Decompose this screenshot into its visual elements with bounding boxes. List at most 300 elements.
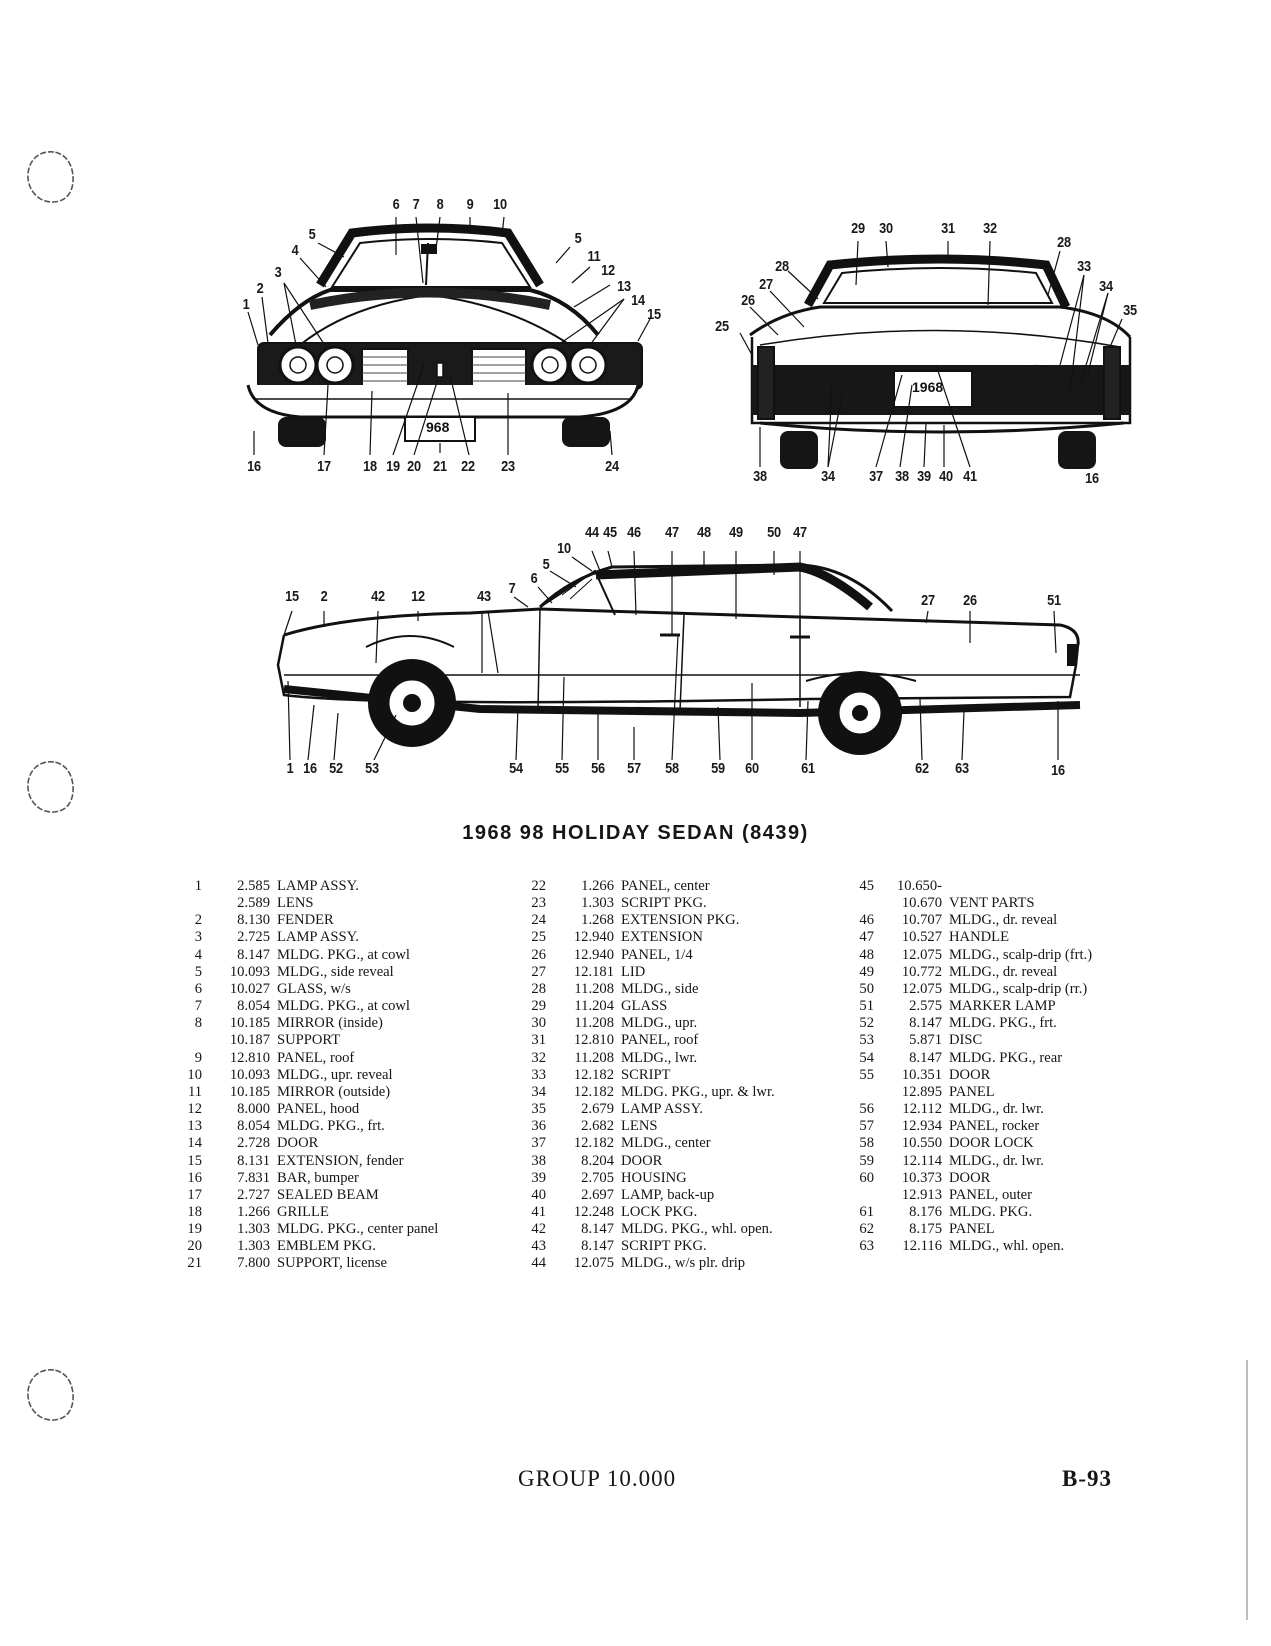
front-callout: 5 [574,230,582,247]
part-callout-number: 4 [194,946,202,963]
part-description: VENT PARTS [949,895,1035,912]
part-description: MLDG., center [621,1135,711,1152]
part-callout-number: 52 [859,1015,874,1032]
part-row [840,1187,1092,1204]
part-callout-number: 55 [859,1066,874,1083]
part-group-code: 12.182 [573,1083,614,1100]
part-group-code: 2.725 [237,929,270,946]
side-callout: 7 [508,580,516,597]
front-callout: 13 [617,278,631,295]
part-description: MLDG., dr. lwr. [949,1152,1044,1169]
rear-callout: 34 [1099,278,1113,295]
part-row [512,981,775,998]
rear-callout: 37 [869,468,883,485]
part-callout-number: 46 [859,912,874,929]
part-row [168,1084,438,1101]
parts-list-column-1 [168,878,438,1273]
part-callout-number: 48 [859,946,874,963]
front-callout: 18 [363,458,377,475]
side-callout: 2 [320,588,328,605]
part-description: MLDG., dr. reveal [949,912,1058,929]
part-description: PANEL [949,1083,995,1100]
side-callout: 12 [411,588,425,605]
part-row [512,1015,775,1032]
part-group-code: 8.176 [909,1203,942,1220]
part-group-code: 2.679 [581,1101,614,1118]
part-group-code: 2.705 [581,1169,614,1186]
part-row [512,998,775,1015]
part-description: MLDG. PKG., frt. [949,1015,1057,1032]
part-description: GLASS, w/s [277,980,351,997]
part-description: GRILLE [277,1203,329,1220]
side-callout: 63 [955,760,969,777]
part-row [512,1221,775,1238]
part-group-code: 12.075 [901,980,942,997]
part-group-code: 5.871 [909,1032,942,1049]
part-callout-number: 26 [531,946,546,963]
side-callout: 58 [665,760,679,777]
side-callout: 15 [285,588,299,605]
part-callout-number: 6 [194,980,202,997]
rear-callout: 38 [895,468,909,485]
part-callout-number: 47 [859,929,874,946]
part-group-code: 12.116 [902,1238,942,1255]
part-group-code: 8.147 [581,1221,614,1238]
part-description: DOOR [621,1152,663,1169]
part-callout-number [840,895,886,912]
part-row [512,912,775,929]
part-row [840,912,1092,929]
part-callout-number: 58 [859,1135,874,1152]
part-callout-number: 9 [194,1049,202,1066]
side-callout: 16 [303,760,317,777]
part-description: MARKER LAMP [949,998,1056,1015]
front-callout: 9 [466,196,474,213]
part-group-code: 8.130 [237,912,270,929]
part-description: LENS [277,895,314,912]
part-group-code: 12.075 [573,1255,614,1272]
part-callout-number: 39 [531,1169,546,1186]
part-group-code: 10.185 [229,1083,270,1100]
part-row [840,1101,1092,1118]
rear-license-plate-text: 1968 [912,379,944,395]
part-description: MIRROR (outside) [277,1083,391,1100]
part-group-code: 10.093 [229,963,270,980]
front-callout: 16 [247,458,261,475]
part-callout-number: 28 [531,980,546,997]
part-callout-number: 44 [531,1255,546,1272]
front-callout: 2 [256,280,264,297]
part-group-code: 1.303 [581,895,614,912]
part-row [840,878,1092,895]
part-row [512,1238,775,1255]
part-row [168,1032,438,1049]
part-row [168,1170,438,1187]
part-callout-number: 33 [531,1066,546,1083]
part-group-code: 8.054 [237,1118,270,1135]
part-row [168,1067,438,1084]
part-row [840,929,1092,946]
rear-callout: 27 [759,276,773,293]
part-row [168,1187,438,1204]
part-row [840,1084,1092,1101]
part-description: MLDG. PKG., rear [949,1049,1063,1066]
part-group-code: 8.147 [909,1049,942,1066]
rear-callout: 34 [821,468,835,485]
part-group-code: 1.268 [581,912,614,929]
side-callout: 51 [1047,592,1061,609]
part-description: LENS [621,1118,658,1135]
part-group-code: 7.800 [237,1255,270,1272]
parts-list-column-3 [840,878,1092,1255]
part-description: MLDG., upr. [621,1015,698,1032]
part-description: LAMP ASSY. [277,929,359,946]
part-description: MLDG., dr. reveal [949,963,1058,980]
part-description: MLDG., upr. reveal [277,1066,393,1083]
part-callout-number: 24 [531,912,546,929]
front-callout: 14 [631,292,645,309]
part-callout-number: 31 [531,1032,546,1049]
part-callout-number: 40 [531,1186,546,1203]
part-callout-number [168,1032,214,1049]
part-group-code: 11.208 [574,980,614,997]
part-description: PANEL, rocker [949,1118,1040,1135]
rear-callout: 35 [1123,302,1137,319]
part-row [168,981,438,998]
part-callout-number: 22 [531,878,546,894]
part-description: DOOR [277,1135,319,1152]
part-row [512,1170,775,1187]
part-description: SCRIPT PKG. [621,1238,707,1255]
front-callout: 24 [605,458,619,475]
part-callout-number: 20 [187,1238,202,1255]
part-callout-number [840,1084,886,1101]
part-row [512,947,775,964]
rear-callout: 31 [941,220,955,237]
part-callout-number: 62 [859,1221,874,1238]
part-group-code: 10.027 [229,980,270,997]
part-description: SCRIPT [621,1066,671,1083]
side-callout: 1 [286,760,294,777]
part-callout-number: 13 [187,1118,202,1135]
part-row [512,1067,775,1084]
side-callout: 47 [793,524,807,541]
part-group-code: 8.175 [909,1221,942,1238]
part-description: MLDG. PKG. [949,1203,1033,1220]
part-row [168,1135,438,1152]
part-group-code: 12.182 [573,1135,614,1152]
part-description: EMBLEM PKG. [277,1238,376,1255]
part-description: MLDG., scalp-drip (frt.) [949,946,1093,963]
part-description: LAMP, back-up [621,1186,715,1203]
part-description: MLDG. PKG., at cowl [277,946,410,963]
part-row [840,1170,1092,1187]
part-callout-number: 53 [859,1032,874,1049]
part-group-code: 8.147 [909,1015,942,1032]
part-row [168,947,438,964]
side-callout: 42 [371,588,385,605]
part-row [512,1135,775,1152]
part-group-code: 12.112 [902,1101,942,1118]
car-drawings [240,195,1150,825]
part-callout-number: 49 [859,963,874,980]
part-description: MLDG., side [621,980,699,997]
part-description: LID [621,963,646,980]
punch-hole-bottom [24,1366,76,1424]
part-callout-number: 12 [187,1101,202,1118]
side-callout: 26 [963,592,977,609]
part-row [168,895,438,912]
part-description: MLDG., w/s plr. drip [621,1255,746,1272]
part-group-code: 12.895 [901,1083,942,1100]
part-row [840,998,1092,1015]
part-callout-number: 27 [531,963,546,980]
part-row [840,1118,1092,1135]
side-callout: 56 [591,760,605,777]
part-callout-number: 2 [194,912,202,929]
part-group-code: 7.831 [237,1169,270,1186]
part-description: MLDG., whl. open. [949,1238,1065,1255]
part-description: PANEL, hood [277,1101,360,1118]
part-callout-number: 14 [187,1135,202,1152]
part-row [512,1118,775,1135]
part-group-code: 10.772 [901,963,942,980]
front-callout: 1 [242,296,250,313]
part-row [512,1032,775,1049]
part-group-code: 10.351 [901,1066,942,1083]
part-description: HANDLE [949,929,1009,946]
part-description: PANEL, roof [277,1049,355,1066]
part-row [840,1238,1092,1255]
part-callout-number: 38 [531,1152,546,1169]
side-callout: 5 [542,556,550,573]
part-row [840,1050,1092,1067]
part-row [512,1204,775,1221]
part-group-code: 2.728 [237,1135,270,1152]
part-group-code: 1.266 [581,878,614,894]
front-callout: 10 [493,196,507,213]
part-description: SUPPORT [277,1032,341,1049]
rear-callout: 30 [879,220,893,237]
side-callout: 57 [627,760,641,777]
part-callout-number: 43 [531,1238,546,1255]
part-group-code: 2.575 [909,998,942,1015]
side-callout: 47 [665,524,679,541]
front-callout: 22 [461,458,475,475]
car-illustration [240,195,1150,825]
front-callout: 12 [601,262,615,279]
part-row [512,895,775,912]
part-group-code: 2.589 [237,895,270,912]
part-group-code: 1.303 [237,1238,270,1255]
part-callout-number: 21 [187,1255,202,1272]
part-group-code: 12.114 [902,1152,942,1169]
part-callout-number: 29 [531,998,546,1015]
part-row [168,1204,438,1221]
side-callout: 10 [557,540,571,557]
part-group-code: 12.913 [901,1186,942,1203]
part-description: BAR, bumper [277,1169,359,1186]
part-callout-number: 30 [531,1015,546,1032]
part-group-code: 12.810 [573,1032,614,1049]
side-callout: 16 [1051,762,1065,779]
part-callout-number: 34 [531,1083,546,1100]
side-callout: 53 [365,760,379,777]
side-callout: 27 [921,592,935,609]
rear-callout: 32 [983,220,997,237]
part-description: EXTENSION [621,929,703,946]
part-callout-number: 8 [194,1015,202,1032]
part-description: MLDG., side reveal [277,963,394,980]
side-callout: 6 [530,570,538,587]
part-description: PANEL, 1/4 [621,946,693,963]
part-group-code: 2.727 [237,1186,270,1203]
rear-callout: 28 [775,258,789,275]
part-callout-number [840,1187,886,1204]
part-group-code: 10.187 [229,1032,270,1049]
part-group-code: 2.682 [581,1118,614,1135]
part-row [840,1015,1092,1032]
rear-callout: 16 [1085,470,1099,487]
part-callout-number: 19 [187,1221,202,1238]
part-row [840,1204,1092,1221]
part-row [512,929,775,946]
side-callout: 61 [801,760,815,777]
side-callout: 54 [509,760,523,777]
part-callout-number: 23 [531,895,546,912]
part-group-code: 8.000 [237,1101,270,1118]
part-description: SUPPORT, license [277,1255,387,1272]
part-group-code: 12.934 [901,1118,942,1135]
part-row [168,1118,438,1135]
rear-callout: 33 [1077,258,1091,275]
part-group-code: 8.147 [581,1238,614,1255]
part-group-code: 11.208 [574,1049,614,1066]
part-group-code: 12.075 [901,946,942,963]
side-callout: 50 [767,524,781,541]
part-callout-number: 32 [531,1049,546,1066]
part-callout-number: 51 [859,998,874,1015]
rear-callout: 41 [963,468,977,485]
front-callout: 5 [308,226,316,243]
page-edge-line [1246,1360,1248,1620]
part-description: MLDG. PKG., at cowl [277,998,410,1015]
front-license-plate-text: 968 [426,419,450,435]
part-row [512,964,775,981]
part-description: SEALED BEAM [277,1186,379,1203]
part-description: GLASS [621,998,668,1015]
part-description: PANEL, outer [949,1186,1032,1203]
part-callout-number: 45 [859,878,874,894]
part-description: DISC [949,1032,983,1049]
rear-callout: 25 [715,318,729,335]
part-description: LAMP ASSY. [621,1101,703,1118]
part-group-code: 10.650- [897,878,942,894]
part-callout-number: 10 [187,1066,202,1083]
part-callout-number: 54 [859,1049,874,1066]
rear-callout: 39 [917,468,931,485]
side-callout: 52 [329,760,343,777]
front-callout: 23 [501,458,515,475]
part-group-code: 10.670 [901,895,942,912]
part-callout-number: 5 [194,963,202,980]
part-group-code: 10.185 [229,1015,270,1032]
part-callout-number: 11 [187,1083,202,1100]
side-callout: 48 [697,524,711,541]
part-group-code: 11.204 [574,998,614,1015]
part-row [168,912,438,929]
rear-callout: 29 [851,220,865,237]
part-description: HOUSING [621,1169,687,1186]
front-callout: 3 [274,264,282,281]
part-row [840,981,1092,998]
part-row [512,1101,775,1118]
part-row [840,1221,1092,1238]
part-callout-number: 17 [187,1186,202,1203]
side-callout: 60 [745,760,759,777]
part-row [840,1153,1092,1170]
punch-hole-top [24,148,76,206]
part-callout-number: 16 [187,1169,202,1186]
part-description: DOOR LOCK [949,1135,1034,1152]
part-row [168,1015,438,1032]
part-description: EXTENSION, fender [277,1152,404,1169]
part-group-code: 8.204 [581,1152,614,1169]
rear-callout: 28 [1057,234,1071,251]
part-row [168,1255,438,1272]
part-description: MLDG., scalp-drip (rr.) [949,980,1088,997]
part-row [168,1153,438,1170]
part-group-code: 10.550 [901,1135,942,1152]
part-row [168,964,438,981]
part-group-code: 11.208 [574,1015,614,1032]
side-callout: 49 [729,524,743,541]
part-description: PANEL, roof [621,1032,699,1049]
part-group-code: 2.585 [237,878,270,894]
part-group-code: 12.810 [229,1049,270,1066]
part-description: MLDG. PKG., frt. [277,1118,385,1135]
part-row [840,964,1092,981]
part-description: FENDER [277,912,334,929]
part-description: LAMP ASSY. [277,878,359,894]
part-description: MLDG., dr. lwr. [949,1101,1044,1118]
part-row [168,1238,438,1255]
rear-callout: 40 [939,468,953,485]
part-callout-number: 7 [194,998,202,1015]
part-row [840,947,1092,964]
part-callout-number: 56 [859,1101,874,1118]
front-callout: 8 [436,196,444,213]
front-callout: 7 [412,196,420,213]
part-callout-number: 57 [859,1118,874,1135]
part-callout-number: 42 [531,1221,546,1238]
part-description: MLDG. PKG., upr. & lwr. [621,1083,775,1100]
part-row [168,878,438,895]
part-description: MLDG. PKG., center panel [277,1221,439,1238]
front-callout: 15 [647,306,661,323]
part-group-code: 12.940 [573,946,614,963]
part-group-code: 8.131 [237,1152,270,1169]
side-callout: 55 [555,760,569,777]
part-group-code: 10.373 [901,1169,942,1186]
part-row [512,1050,775,1067]
part-callout-number: 35 [531,1101,546,1118]
page-number: B-93 [1062,1466,1112,1491]
part-group-code: 10.093 [229,1066,270,1083]
part-row [840,895,1092,912]
part-description: DOOR [949,1066,991,1083]
part-group-code: 8.054 [237,998,270,1015]
